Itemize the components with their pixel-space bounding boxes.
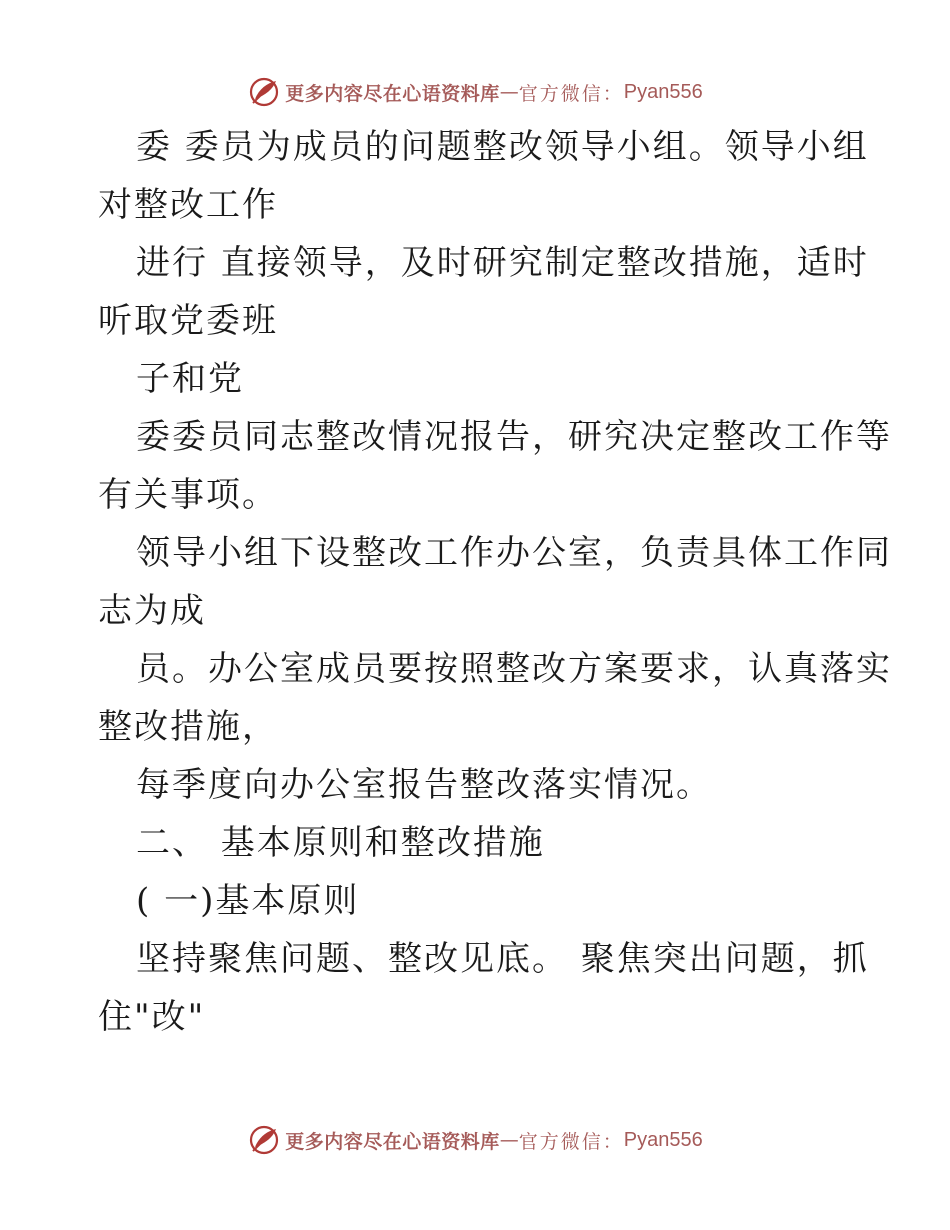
body-line: 整改措施，	[98, 707, 278, 747]
body-line: 志为成	[98, 591, 206, 631]
footer-brand-text: 更多内容尽在心语资料库	[285, 1130, 500, 1153]
body-line: 住"改"	[98, 997, 206, 1037]
body-line: 有关事项。	[98, 475, 278, 515]
body-line: 对整改工作	[98, 185, 278, 225]
header-dash: —	[499, 81, 519, 103]
body-line: 委 委员为成员的问题整改领导小组。领导小组	[136, 127, 869, 167]
header-watermark	[0, 72, 950, 112]
body-line: 进行 直接领导，及时研究制定整改措施，适时	[136, 243, 869, 283]
body-line: 员。办公室成员要按照整改方案要求，认真落实	[136, 649, 892, 689]
body-line: 委委员同志整改情况报告，研究决定整改工作等	[136, 417, 892, 457]
section-heading: 二、 基本原则和整改措施	[136, 823, 545, 863]
body-line: 子和党	[136, 359, 244, 399]
subsection-heading: ( 一)基本原则	[136, 881, 360, 921]
header-official-label: 官方微信：	[518, 82, 624, 105]
body-line: 每季度向办公室报告整改落实情况。	[136, 765, 712, 805]
document-body	[98, 118, 892, 1046]
body-line: 听取党委班	[98, 301, 278, 341]
body-line: 领导小组下设整改工作办公室，负责具体工作同	[136, 533, 892, 573]
footer-official-label: 官方微信：	[518, 1130, 624, 1153]
header-wechat-id: Pyan556	[623, 80, 703, 103]
body-line: 坚持聚焦问题、整改见底。 聚焦突出问题，抓	[136, 939, 869, 979]
leaf-pen-logo-icon	[247, 1123, 281, 1157]
footer-dash: —	[499, 1129, 519, 1151]
footer-wechat-id: Pyan556	[623, 1128, 703, 1151]
footer-watermark	[0, 1120, 950, 1160]
leaf-pen-logo-icon	[247, 75, 281, 109]
header-brand-text: 更多内容尽在心语资料库	[285, 82, 500, 105]
